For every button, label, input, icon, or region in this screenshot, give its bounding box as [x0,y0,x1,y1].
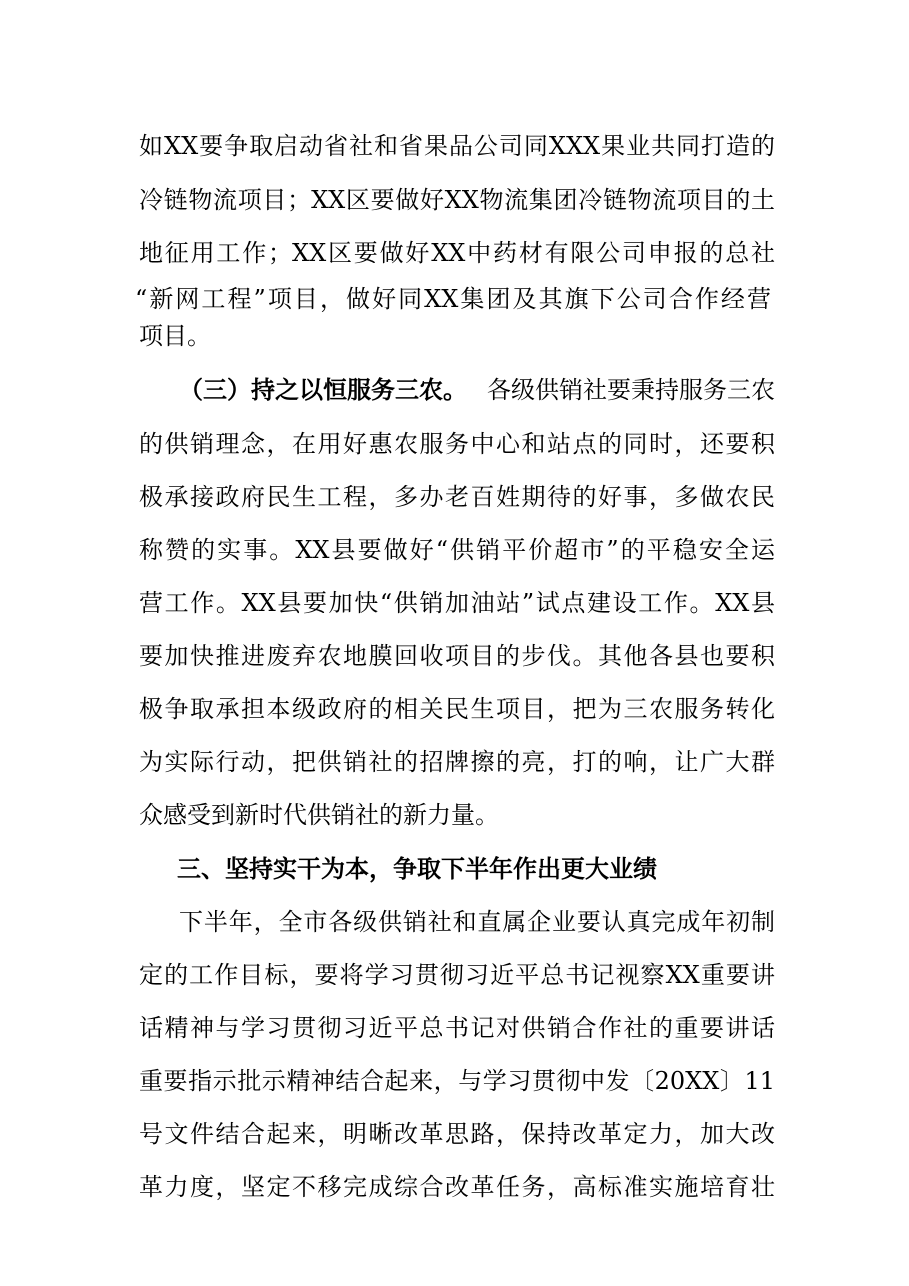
paragraph-line: 地征用工作；XX区要做好XX中药材有限公司申报的总社 [139,239,775,267]
paragraph-line: 营工作。XX县要加快“供销加油站”试点建设工作。XX县 [139,589,775,617]
paragraph-first-line [179,375,775,405]
paragraph-line: 众感受到新时代供销社的新力量。 [139,801,499,829]
paragraph-line: 冷链物流项目；XX区要做好XX物流集团冷链物流项目的土 [139,186,775,214]
paragraph-line: 如XX要争取启动省社和省果品公司同XXX果业共同打造的 [139,132,775,160]
paragraph-line: 重要指示批示精神结合起来，与学习贯彻中发〔20XX〕11 [139,1067,775,1095]
paragraph-first-line: 下半年，全市各级供销社和直属企业要认真完成年初制 [179,908,775,936]
paragraph-line: 革力度，坚定不移完成综合改革任务，高标准实施培育壮 [139,1173,775,1201]
paragraph-line: 定的工作目标，要将学习贯彻习近平总书记视察XX重要讲 [139,961,775,989]
paragraph-line: 的供销理念，在用好惠农服务中心和站点的同时，还要积 [139,430,775,458]
paragraph-line: 话精神与学习贯彻习近平总书记对供销合作社的重要讲话 [139,1014,775,1042]
subsection-heading: （三）持之以恒服务三农。 [179,376,467,404]
paragraph-line: 项目。 [139,322,211,350]
paragraph-line: “新网工程”项目，做好同XX集团及其旗下公司合作经营 [135,285,771,313]
paragraph-line: 极争取承担本级政府的相关民生项目，把为三农服务转化 [139,695,775,723]
section-heading: 三、坚持实干为本，争取下半年作出更大业绩 [177,855,657,883]
paragraph-line: 号文件结合起来，明晰改革思路，保持改革定力，加大改 [139,1120,775,1148]
paragraph-text: 各级供销社要秉持服务三农 [487,376,775,404]
paragraph-line: 为实际行动，把供销社的招牌擦的亮，打的响，让广大群 [139,748,775,776]
paragraph-line: 极承接政府民生工程，多办老百姓期待的好事，多做农民 [139,483,775,511]
paragraph-line: 称赞的实事。XX县要做好“供销平价超市”的平稳安全运 [139,536,775,564]
paragraph-line: 要加快推进废弃农地膜回收项目的步伐。其他各县也要积 [139,642,775,670]
